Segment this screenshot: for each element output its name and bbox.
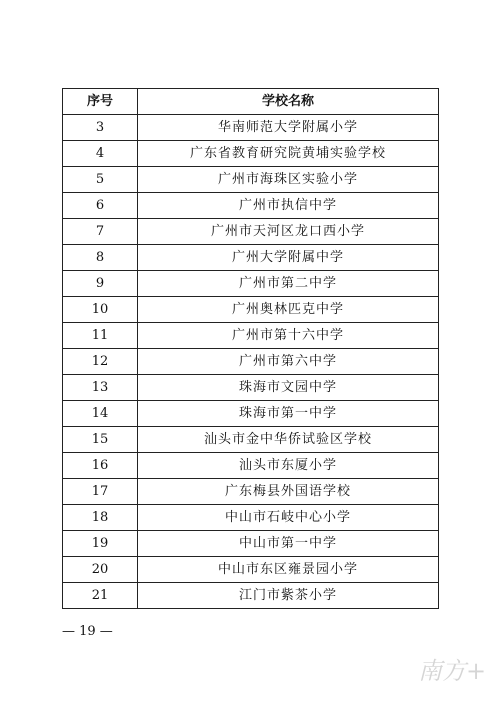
cell-school-name: 广州市执信中学 xyxy=(138,193,439,219)
cell-school-name: 珠海市第一中学 xyxy=(138,401,439,427)
newspaper-watermark-logo xyxy=(414,649,487,689)
cell-school-name: 广东梅县外国语学校 xyxy=(138,479,439,505)
table-header-row xyxy=(63,89,439,115)
cell-school-name: 广州市海珠区实验小学 xyxy=(138,167,439,193)
cell-number: 12 xyxy=(63,349,138,375)
cell-number: 11 xyxy=(63,323,138,349)
cell-school-name: 江门市紫茶小学 xyxy=(138,583,439,609)
cell-number: 9 xyxy=(63,271,138,297)
cell-school-name: 广州大学附属中学 xyxy=(138,245,439,271)
cell-school-name: 广州市天河区龙口西小学 xyxy=(138,219,439,245)
table-row xyxy=(63,167,439,193)
table-body xyxy=(63,115,439,609)
table-row xyxy=(63,375,439,401)
header-number: 序号 xyxy=(63,89,138,115)
table-row xyxy=(63,349,439,375)
cell-school-name: 汕头市东厦小学 xyxy=(138,453,439,479)
watermark-text: 南方+ xyxy=(418,657,487,685)
table-row xyxy=(63,323,439,349)
cell-number: 10 xyxy=(63,297,138,323)
table-row xyxy=(63,271,439,297)
cell-school-name: 广州市第六中学 xyxy=(138,349,439,375)
table-row xyxy=(63,245,439,271)
cell-school-name: 华南师范大学附属小学 xyxy=(138,115,439,141)
cell-school-name: 汕头市金中华侨试验区学校 xyxy=(138,427,439,453)
cell-number: 6 xyxy=(63,193,138,219)
school-list-table xyxy=(62,88,439,609)
table-row xyxy=(63,583,439,609)
cell-number: 17 xyxy=(63,479,138,505)
table-row xyxy=(63,115,439,141)
cell-number: 4 xyxy=(63,141,138,167)
cell-school-name: 广州奥林匹克中学 xyxy=(138,297,439,323)
cell-number: 5 xyxy=(63,167,138,193)
cell-number: 14 xyxy=(63,401,138,427)
cell-number: 19 xyxy=(63,531,138,557)
table-row xyxy=(63,141,439,167)
cell-school-name: 广州市第十六中学 xyxy=(138,323,439,349)
table-row xyxy=(63,557,439,583)
table-row xyxy=(63,531,439,557)
table-row xyxy=(63,479,439,505)
table-row xyxy=(63,401,439,427)
table-row xyxy=(63,453,439,479)
cell-school-name: 中山市石岐中心小学 xyxy=(138,505,439,531)
cell-number: 7 xyxy=(63,219,138,245)
cell-number: 18 xyxy=(63,505,138,531)
cell-school-name: 中山市第一中学 xyxy=(138,531,439,557)
table-row xyxy=(63,505,439,531)
cell-school-name: 中山市东区雍景园小学 xyxy=(138,557,439,583)
cell-number: 21 xyxy=(63,583,138,609)
cell-school-name: 广州市第二中学 xyxy=(138,271,439,297)
cell-number: 13 xyxy=(63,375,138,401)
cell-number: 3 xyxy=(63,115,138,141)
page-number: — 19 — xyxy=(62,624,113,639)
cell-school-name: 珠海市文园中学 xyxy=(138,375,439,401)
table-row xyxy=(63,219,439,245)
header-school-name: 学校名称 xyxy=(138,89,439,115)
table-row xyxy=(63,427,439,453)
cell-number: 8 xyxy=(63,245,138,271)
cell-number: 16 xyxy=(63,453,138,479)
cell-number: 15 xyxy=(63,427,138,453)
table-row xyxy=(63,193,439,219)
table-row xyxy=(63,297,439,323)
cell-number: 20 xyxy=(63,557,138,583)
cell-school-name: 广东省教育研究院黄埔实验学校 xyxy=(138,141,439,167)
